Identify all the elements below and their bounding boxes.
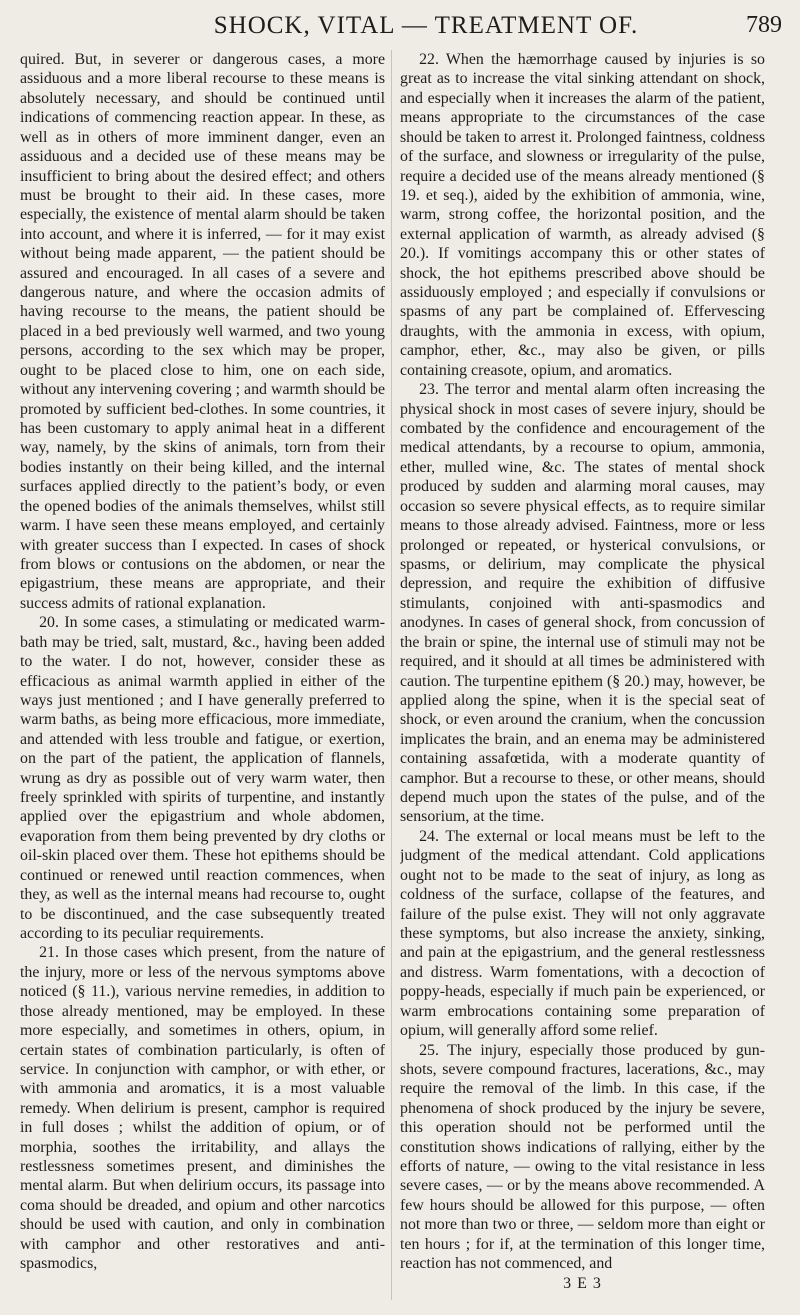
page-number: 789 (746, 12, 782, 38)
right-paragraph-23: 23. The terror and mental alarm often increasing the physical shock in most cases of severe injury, should be combated by the confidence and encouragement of the medical attendants, by a recourse to opium, ammonia, ether, mulled wine, &c. The states of mental shock produced by sudden and alarming moral causes, may occasion so severe physical effects, as to require similar means to those already advised. Faintness, more or less prolonged or repeated, or hysterical convulsions, or spasms, or delirium, may complicate the physical depression, and require the exhibition of diffusive stimulants, conjoined with anti-spasmodics and anodynes. In cases of general shock, from concussion of the brain or spine, the internal use of stimuli may not be required, and it should at all times be administered with caution. The turpentine epithem (§ 20.) may, however, be applied along the spine, when it is the special seat of shock, or even around the cranium, when the concussion implicates the brain, and an enema may be administered containing assafœtida, with a moderate quantity of camphor. But a recourse to these, or other means, should depend much upon the states of the pulse, and of the sensorium, at the time. (400, 381, 765, 826)
column-rule (391, 50, 392, 1300)
running-head (70, 12, 782, 42)
right-paragraph-25: 25. The injury, especially those produced by gun-shots, severe compound fractures, lacerations, &c., may require the removal of the limb. In this case, if the phenomena of shock produced by the injury be severe, this operation should not be performed until the constitution shows indications of rallying, either by the efforts of nature, — owing to the vital resistance in less severe cases, — or by the means above recommended. A few hours should be allowed for this purpose, — often not more than two or three, — seldom more than eight or ten hours ; for if, at the termination of this longer time, reaction has not commenced, and (400, 1041, 765, 1273)
left-paragraph-21: 21. In those cases which present, from the nature of the injury, more or less of the nervous symptoms above noticed (§ 11.), various nervine remedies, in addition to those already mentioned, may be employed. In these more especially, and sometimes in others, opium, in certain states of combination particularly, is often of service. In conjunction with camphor, or with ether, or with ammonia and aromatics, it is a most valuable remedy. When delirium is present, camphor is required in full doses ; whilst the addition of opium, or of morphia, soothes the irritability, and allays the restlessness sometimes present, and diminishes the mental alarm. But when delirium occurs, its passage into coma should be dreaded, and opium and other narcotics should be used with caution, and only in combination with camphor and other restoratives and anti-spasmodics, (20, 944, 385, 1273)
left-column (20, 50, 385, 1300)
running-title: SHOCK, VITAL — TREATMENT OF. (213, 12, 639, 39)
right-paragraph-22: 22. When the hæmorrhage caused by injuries is so great as to increase the vital sinking attendant on shock, and especially when it increases the alarm of the patient, means appropriate to the circumstances of the case should be taken to arrest it. Prolonged faintness, coldness of the surface, and slowness or irregularity of the pulse, require a decided use of the means already mentioned (§ 19. et seq.), aided by the exhibition of ammonia, wine, warm, strong coffee, the horizontal position, and the external application of warmth, as already advised (§ 20.). If vomitings accompany this or other states of shock, the hot epithems prescribed above should be assiduously employed ; and especially if convulsions or spasms of any part be complained of. Effervescing draughts, with the ammonia in excess, with opium, camphor, ether, &c., may also be given, or pills containing creasote, opium, and aromatics. (400, 51, 765, 379)
signature-mark: 3 E 3 (563, 1274, 602, 1292)
right-column (400, 50, 765, 1300)
left-paragraph-continuation: quired. But, in severer or dangerous cases, a more assiduous and a more liberal recourse to these means is absolutely necessary, and should be continued until indications of commencing reaction appear. In these, as well as in others of more imminent danger, even an assiduous and a decided use of these means may be insufficient to bring about the desired effect; and others must be brought to their aid. In these cases, more especially, the existence of mental alarm should be taken into account, and where it is inferred, — for it may exist without being made apparent, — the patient should be assured and encouraged. In all cases of a severe and dangerous nature, and where the occasion admits of having recourse to the means, the patient should be placed in a bed previously well warmed, and two young persons, according to the sex which may be proper, ought to be placed close to him, one on each side, without any intervening covering ; and warmth should be promoted by sufficient bed-clothes. In some countries, it has been customary to apply animal heat in a different way, namely, by the skins of animals, torn from their bodies instantly on their being killed, and the internal surfaces applied directly to the patient’s body, or even the opened bodies of the animals themselves, whilst still warm. I have seen these means employed, and certainly with greater success than I expected. In cases of shock from blows or contusions on the abdomen, or near the epigastrium, these means are appropriate, and their success admits of rational explanation. (20, 51, 385, 612)
left-paragraph-20: 20. In some cases, a stimulating or medicated warm-bath may be tried, salt, mustard, &c., having been added to the water. I do not, however, consider these as efficacious as animal warmth applied in either of the ways just mentioned ; and I have generally preferred to warm baths, as being more efficacious, more immediate, and attended with less trouble and fatigue, or exertion, on the part of the patient, the application of flannels, wrung as dry as possible out of very warm water, then freely sprinkled with spirits of turpentine, and instantly applied over the epigastrium and whole abdomen, evaporation from them being prevented by dry cloths or oil-skin placed over them. These hot epithems should be continued or renewed until reaction commences, when they, as well as the internal means had recourse to, ought to be discontinued, and the case subsequently treated according to its peculiar requirements. (20, 614, 385, 942)
text-columns (20, 50, 782, 1300)
right-paragraph-24: 24. The external or local means must be left to the judgment of the medical attendant. Cold applications ought not to be made to the seat of injury, as long as coldness of the surface, collapse of the features, and failure of the pulse exist. They will not only aggravate these symptoms, but also increase the anxiety, sinking, and pain at the epigastrium, and the general restlessness and distress. Warm fomentations, with a decoction of poppy-heads, especially if much pain be experienced, or warm embrocations containing some preparation of opium, will generally afford some relief. (400, 827, 765, 1040)
